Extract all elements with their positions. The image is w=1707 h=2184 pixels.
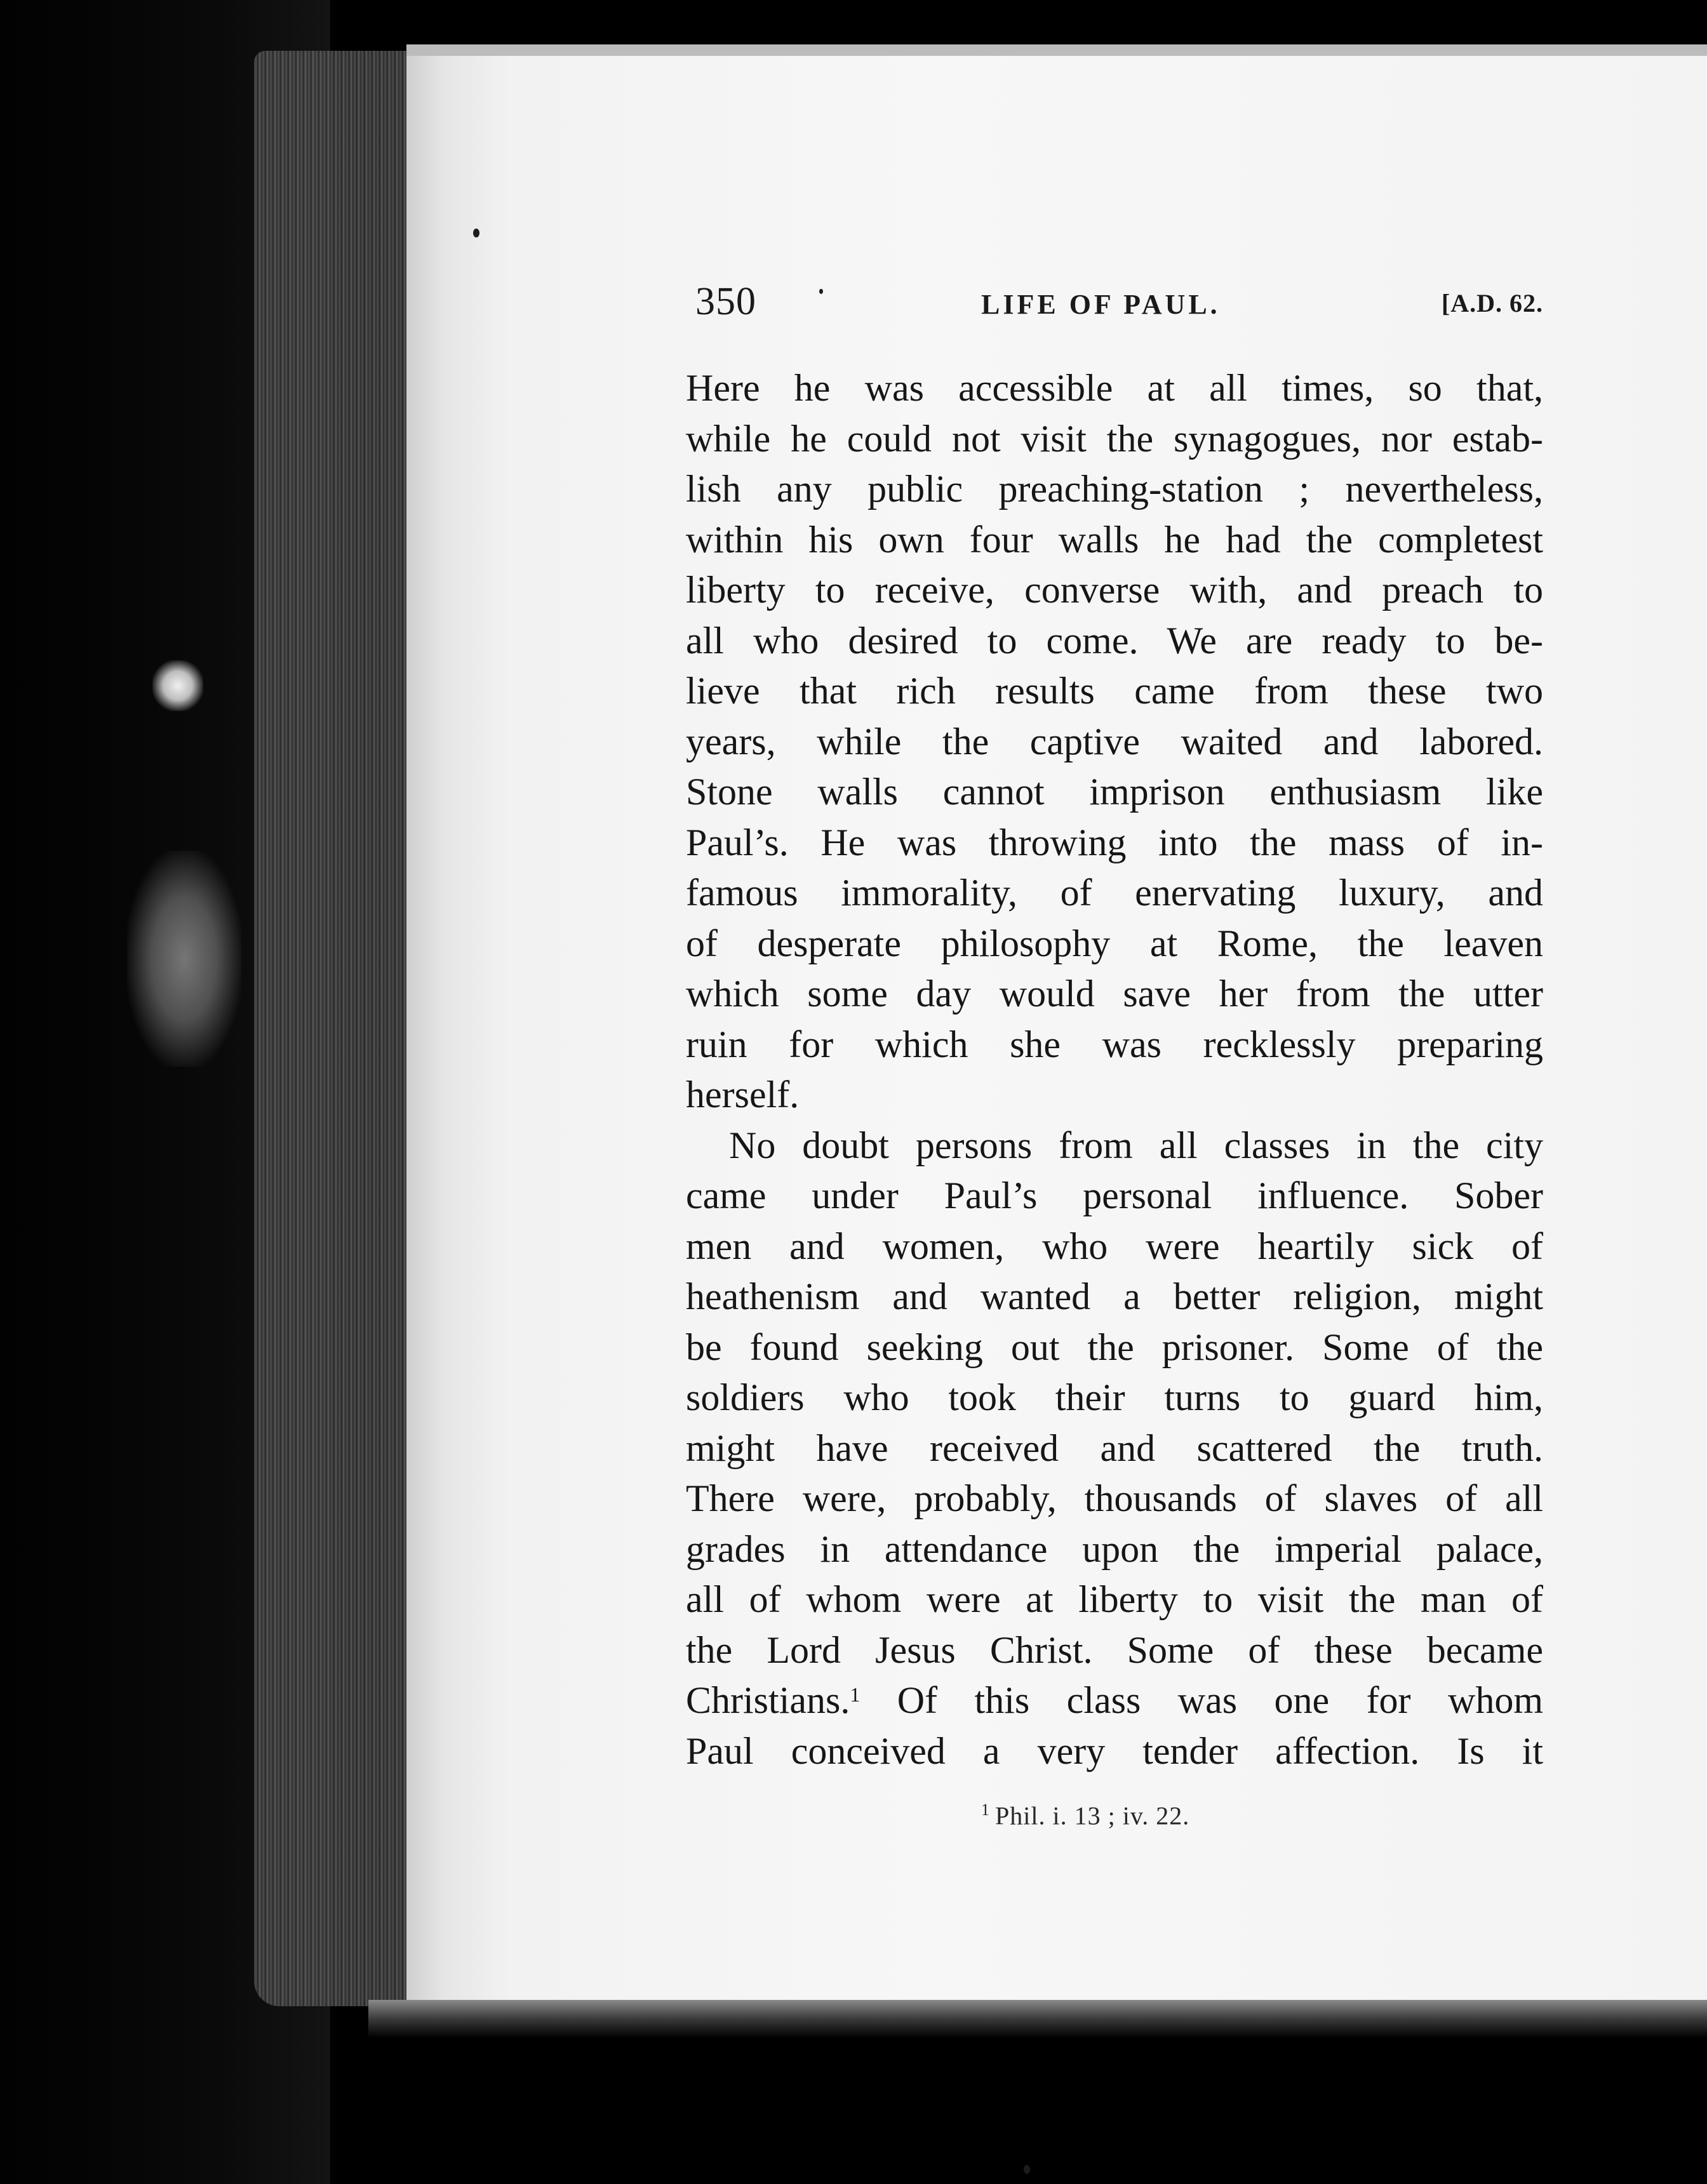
footnote-text: Phil. i. 13 ; iv. 22.	[995, 1801, 1190, 1830]
text-line: heathenism and wanted a better religion, might	[686, 1275, 1543, 1317]
text-line: Here he was accessible at all times, so that,	[686, 367, 1543, 409]
text-line: might have received and scattered the truth.	[686, 1427, 1543, 1469]
running-title: LIFE OF PAUL.	[981, 289, 1221, 320]
text-line: herself.	[686, 1074, 800, 1115]
text-line: the Lord Jesus Christ. Some of these became	[686, 1628, 1543, 1671]
text-line: famous immorality, of enervating luxury, and	[686, 872, 1543, 914]
text-line: grades in attendance upon the imperial palace,	[686, 1528, 1543, 1570]
text-line: while he could not visit the synagogues, nor estab-	[686, 417, 1543, 460]
text-line: Paul’s. He was throwing into the mass of in-	[686, 821, 1543, 863]
text-line: Stone walls cannot imprison enthusiasm like	[686, 771, 1543, 813]
text-line: came under Paul’s personal influence. Sober	[686, 1175, 1543, 1216]
text-fragment: Christians.	[686, 1679, 850, 1721]
text-line: lish any public preaching-station ; nevertheless,	[686, 468, 1543, 510]
page-edges	[254, 51, 419, 2006]
text-line: liberty to receive, converse with, and preach to	[686, 569, 1543, 611]
text-line: be found seeking out the prisoner. Some of the	[686, 1326, 1543, 1368]
text-line: Paul conceived a very tender affection. Is it	[686, 1729, 1543, 1772]
edge-spot	[152, 660, 203, 711]
text-line: within his own four walls he had the completest	[686, 518, 1543, 561]
text-line: all of whom were at liberty to visit the man of	[686, 1578, 1543, 1620]
text-line: There were, probably, thousands of slaves of all	[686, 1477, 1543, 1519]
text-line-with-reference	[686, 1675, 1543, 1726]
footnote-mark: 1	[981, 1801, 990, 1819]
text-line: of desperate philosophy at Rome, the leaven	[686, 922, 1543, 964]
text-line: soldiers who took their turns to guard him,	[686, 1376, 1543, 1418]
text-line: men and women, who were heartily sick of	[686, 1225, 1543, 1267]
text-line: years, while the captive waited and labored.	[686, 720, 1543, 762]
page-bottom-shadow	[368, 2000, 1707, 2038]
text-line: which some day would save her from the utter	[686, 973, 1543, 1015]
footnote-reference: 1	[850, 1683, 860, 1706]
text-line: ruin for which she was recklessly preparing	[686, 1023, 1543, 1065]
text-fragment: Of this class was one for whom	[860, 1679, 1543, 1721]
date-reference: [A.D. 62.	[1441, 289, 1543, 317]
footnote	[981, 1801, 1189, 1830]
ink-speck	[473, 229, 479, 237]
text-line: all who desired to come. We are ready to be-	[686, 619, 1543, 662]
edge-smudge	[127, 851, 241, 1067]
text-line: No doubt persons from all classes in the city	[729, 1124, 1543, 1166]
text-line: lieve that rich results came from these two	[686, 670, 1543, 712]
paragraph-2	[686, 1121, 1543, 1777]
page-number: 350	[695, 280, 756, 323]
body-text	[686, 363, 1543, 1776]
paragraph-1	[686, 363, 1543, 1121]
running-header	[695, 279, 1543, 330]
ink-speck	[1024, 2165, 1030, 2174]
